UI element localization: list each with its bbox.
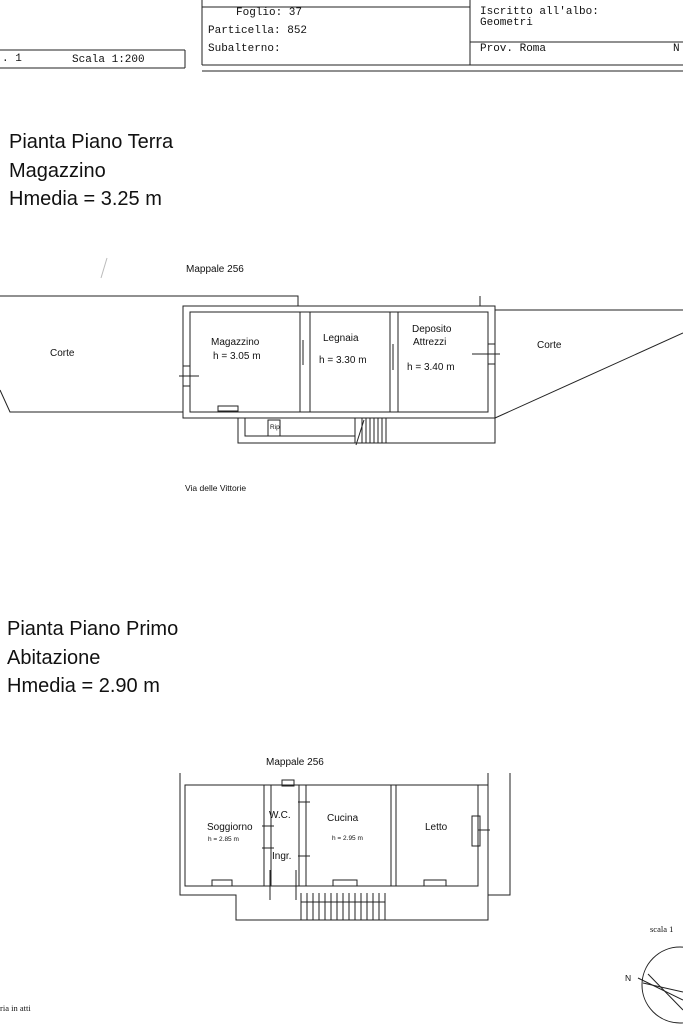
sheet-number: . 1	[2, 53, 22, 65]
scale-bar-label: scala 1	[650, 924, 674, 934]
room-deposito-label: Deposito	[412, 324, 452, 335]
subalterno-field: Subalterno:	[208, 43, 281, 55]
ground-floor-use: Magazzino	[9, 160, 106, 182]
corte-left-label: Corte	[50, 348, 75, 359]
corte-right-label: Corte	[537, 340, 562, 351]
ground-mappale-label: Mappale 256	[186, 264, 244, 275]
street-label: Via delle Vittorie	[185, 483, 247, 493]
room-deposito-height: h = 3.40 m	[407, 362, 455, 373]
room-cucina-height: h = 2.95 m	[332, 835, 363, 842]
room-soggiorno-height: h = 2.85 m	[208, 836, 239, 843]
header-n-field: N	[673, 43, 680, 55]
room-deposito-label-2: Attrezzi	[413, 337, 447, 348]
room-ingresso-label: Ingr.	[272, 851, 292, 862]
footer-note: ria in atti	[0, 1003, 31, 1013]
room-magazzino-height: h = 3.05 m	[213, 351, 261, 362]
first-floor-title: Pianta Piano Primo	[7, 618, 179, 640]
province-field: Prov. Roma	[480, 43, 547, 55]
ground-floor-title: Pianta Piano Terra	[9, 131, 174, 153]
room-magazzino-label: Magazzino	[211, 337, 260, 348]
room-soggiorno-label: Soggiorno	[207, 822, 253, 833]
first-floor-height: Hmedia = 2.90 m	[7, 675, 160, 697]
ground-floor-height: Hmedia = 3.25 m	[9, 188, 162, 210]
scale-label: Scala 1:200	[72, 54, 145, 66]
room-legnaia-label: Legnaia	[323, 333, 359, 344]
room-legnaia-height: h = 3.30 m	[319, 355, 367, 366]
particella-field: Particella: 852	[208, 25, 308, 37]
north-label: N	[625, 973, 632, 983]
rip-label: Rip	[270, 424, 280, 431]
albo-label: Iscritto all'albo:	[480, 6, 599, 18]
room-cucina-label: Cucina	[327, 813, 359, 824]
first-floor-use: Abitazione	[7, 647, 101, 669]
room-wc-label: W.C.	[269, 810, 291, 821]
room-letto-label: Letto	[425, 822, 448, 833]
albo-value: Geometri	[480, 17, 533, 29]
foglio-field: Foglio: 37	[236, 7, 303, 19]
first-mappale-label: Mappale 256	[266, 757, 324, 768]
